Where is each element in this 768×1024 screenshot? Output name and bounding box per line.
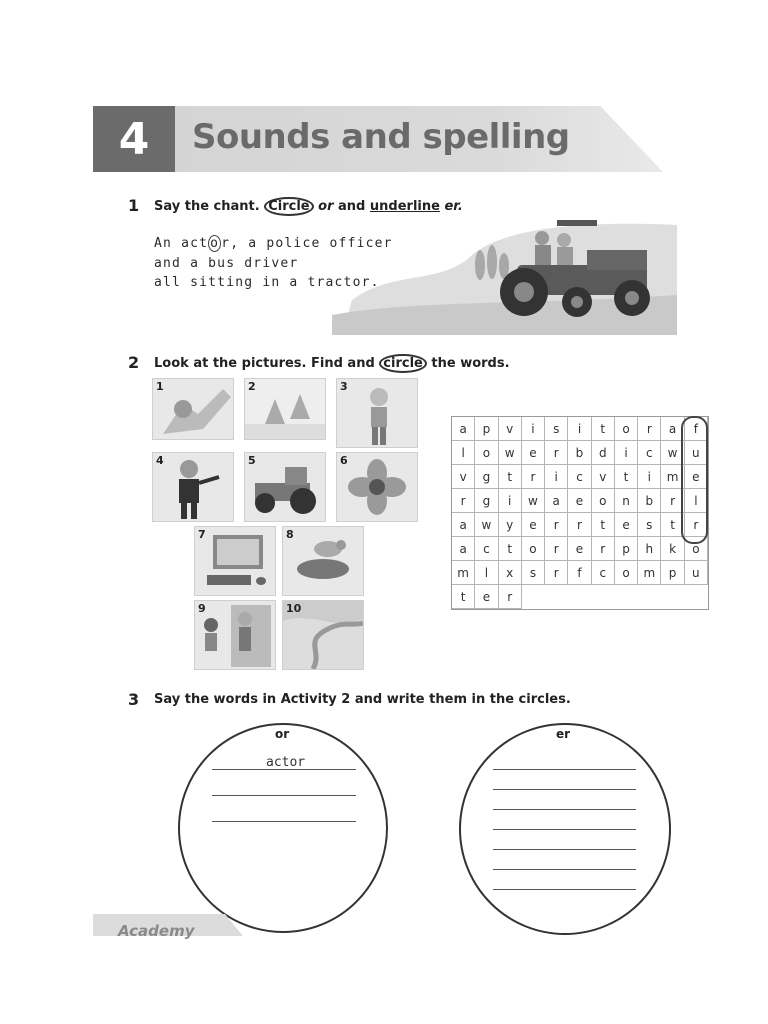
grid-cell: e xyxy=(475,585,498,609)
grid-cell: o xyxy=(522,537,545,561)
grid-cell: r xyxy=(568,513,591,537)
activity-2-number: 2 xyxy=(128,353,140,372)
write-line xyxy=(212,769,356,770)
grid-cell: i xyxy=(522,417,545,441)
activity-3-instruction: Say the words in Activity 2 and write them in the circles. xyxy=(154,692,571,707)
grid-cell: c xyxy=(475,537,498,561)
grid-cell: c xyxy=(568,465,591,489)
picture-6-flower: 6 xyxy=(336,452,418,522)
grid-cell: r xyxy=(545,513,568,537)
grid-cell: r xyxy=(638,417,661,441)
chant-circled-letter: o xyxy=(210,236,220,251)
grid-cell: n xyxy=(615,489,638,513)
grid-cell: o xyxy=(615,561,638,585)
grid-cell: h xyxy=(638,537,661,561)
er-circle-heading: er xyxy=(556,727,571,741)
grid-cell: e xyxy=(568,489,591,513)
picture-10-river: 10 xyxy=(282,600,364,670)
grid-cell: v xyxy=(452,465,475,489)
grid-cell: o xyxy=(685,537,708,561)
grid-cell: i xyxy=(568,417,591,441)
grid-cell: y xyxy=(499,513,522,537)
tractor-illustration xyxy=(332,210,677,335)
write-line xyxy=(212,795,356,796)
circle-word: circle xyxy=(379,354,427,373)
grid-cell: i xyxy=(615,441,638,465)
activity-2-instruction: Look at the pictures. Find and circle the words. xyxy=(154,356,510,371)
picture-7-computer: 7 xyxy=(194,526,276,596)
grid-cell: m xyxy=(638,561,661,585)
grid-cell: t xyxy=(499,537,522,561)
grid-cell: p xyxy=(661,561,684,585)
grid-cell: r xyxy=(661,489,684,513)
grid-cell: e xyxy=(568,537,591,561)
picture-8-animal: 8 xyxy=(282,526,364,596)
write-line xyxy=(212,821,356,822)
grid-cell: a xyxy=(545,489,568,513)
grid-cell: w xyxy=(661,441,684,465)
grid-cell: a xyxy=(452,417,475,441)
grid-cell: w xyxy=(522,489,545,513)
grid-cell: p xyxy=(475,417,498,441)
grid-cell: t xyxy=(499,465,522,489)
footer-text: Academy xyxy=(118,922,195,940)
write-line xyxy=(493,849,636,850)
grid-cell: a xyxy=(661,417,684,441)
picture-4-lawyer: 4 xyxy=(152,452,234,522)
grid-cell: o xyxy=(615,417,638,441)
picture-3-visitor: 3 xyxy=(336,378,418,448)
grid-cell: r xyxy=(545,441,568,465)
grid-cell: f xyxy=(568,561,591,585)
write-line xyxy=(493,889,636,890)
grid-cell: a xyxy=(452,513,475,537)
grid-cell: u xyxy=(685,441,708,465)
grid-cell: t xyxy=(592,513,615,537)
grid-cell: a xyxy=(452,537,475,561)
grid-cell: l xyxy=(452,441,475,465)
grid-cell: x xyxy=(499,561,522,585)
grid-cell: e xyxy=(522,513,545,537)
write-line xyxy=(493,769,636,770)
grid-cell: e xyxy=(615,513,638,537)
grid-cell: f xyxy=(685,417,708,441)
grid-cell: g xyxy=(475,489,498,513)
grid-cell: w xyxy=(499,441,522,465)
grid-cell: o xyxy=(475,441,498,465)
grid-cell: c xyxy=(638,441,661,465)
grid-cell: s xyxy=(545,417,568,441)
grid-cell: r xyxy=(685,513,708,537)
picture-2-winter: 2 xyxy=(244,378,326,440)
write-line xyxy=(493,829,636,830)
grid-cell: i xyxy=(638,465,661,489)
grid-cell: r xyxy=(452,489,475,513)
grid-cell: t xyxy=(661,513,684,537)
grid-cell: s xyxy=(638,513,661,537)
grid-cell: e xyxy=(685,465,708,489)
grid-cell: l xyxy=(685,489,708,513)
circle-word: Circle xyxy=(264,197,313,216)
grid-cell: v xyxy=(592,465,615,489)
grid-cell: b xyxy=(638,489,661,513)
chant-text: An act o r, a police officer and a bus driver all sitting in a tractor. xyxy=(154,236,393,290)
grid-cell: w xyxy=(475,513,498,537)
grid-cell: r xyxy=(592,537,615,561)
activity-1-number: 1 xyxy=(128,196,140,215)
picture-9-visitors: 9 xyxy=(194,600,276,670)
or-circle-heading: or xyxy=(275,727,290,741)
activity-3-number: 3 xyxy=(128,690,140,709)
grid-cell: u xyxy=(685,561,708,585)
write-line xyxy=(493,869,636,870)
grid-cell: k xyxy=(661,537,684,561)
grid-cell: m xyxy=(452,561,475,585)
unit-number: 4 xyxy=(93,106,175,172)
grid-cell: b xyxy=(568,441,591,465)
grid-cell: g xyxy=(475,465,498,489)
grid-cell: d xyxy=(592,441,615,465)
word-search-oval-actor xyxy=(681,416,708,544)
word-search-grid xyxy=(451,416,709,610)
picture-5-tractor: 5 xyxy=(244,452,326,522)
write-line xyxy=(493,809,636,810)
grid-cell: s xyxy=(522,561,545,585)
write-line xyxy=(493,789,636,790)
grid-cell: l xyxy=(475,561,498,585)
grid-cell: r xyxy=(522,465,545,489)
grid-cell: t xyxy=(452,585,475,609)
unit-title: Sounds and spelling xyxy=(192,117,570,157)
grid-cell: i xyxy=(499,489,522,513)
grid-cell: t xyxy=(615,465,638,489)
grid-cell: i xyxy=(545,465,568,489)
activity-1-instruction: Say the chant. Circle or and underline er. xyxy=(154,199,463,214)
or-circle-answer: actor xyxy=(266,755,306,770)
grid-cell: o xyxy=(592,489,615,513)
picture-1-actor: 1 xyxy=(152,378,234,440)
grid-cell: c xyxy=(592,561,615,585)
grid-cell: r xyxy=(545,537,568,561)
grid-cell: m xyxy=(661,465,684,489)
grid-cell: p xyxy=(615,537,638,561)
grid-cell: v xyxy=(499,417,522,441)
grid-cell: r xyxy=(499,585,522,609)
grid-cell: t xyxy=(592,417,615,441)
grid-cell: e xyxy=(522,441,545,465)
grid-cell: r xyxy=(545,561,568,585)
